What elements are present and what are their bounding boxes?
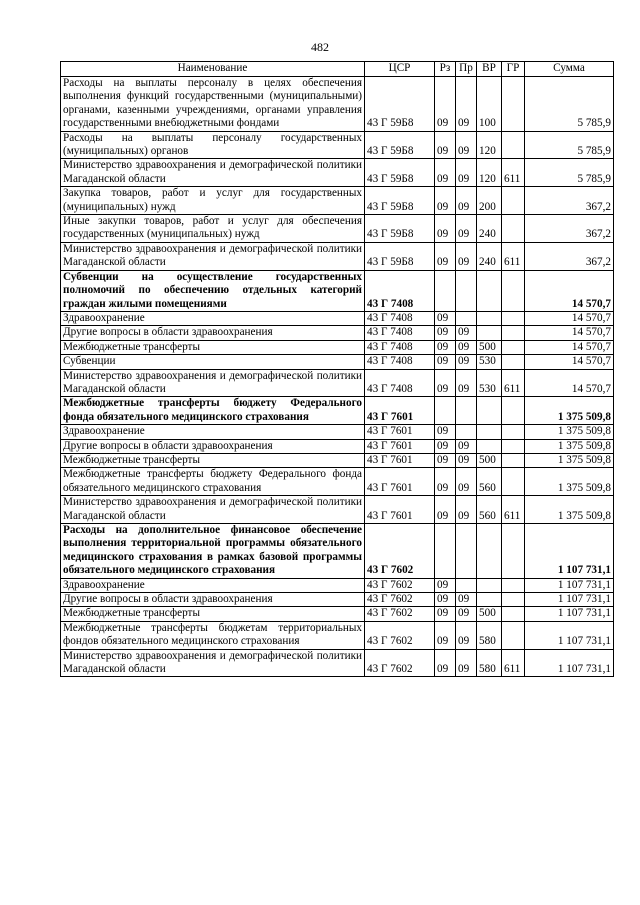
row-pr: 09 xyxy=(456,607,477,621)
row-rz: 09 xyxy=(435,355,456,369)
row-name: Министерство здравоохранения и демографической политики Магаданской области xyxy=(61,242,365,270)
row-name: Межбюджетные трансферты xyxy=(61,340,365,354)
row-name: Министерство здравоохранения и демографической политики Магаданской области xyxy=(61,496,365,524)
row-pr xyxy=(456,524,477,579)
row-vr: 560 xyxy=(477,468,502,496)
row-rz: 09 xyxy=(435,593,456,607)
row-vr xyxy=(477,578,502,592)
row-gr xyxy=(502,131,525,159)
row-csr: 43 Г 7601 xyxy=(365,453,435,467)
row-pr xyxy=(456,578,477,592)
row-name: Здравоохранение xyxy=(61,311,365,325)
row-csr: 43 Г 59Б8 xyxy=(365,242,435,270)
row-vr: 100 xyxy=(477,77,502,132)
row-gr xyxy=(502,270,525,311)
row-gr xyxy=(502,425,525,439)
row-name: Другие вопросы в области здравоохранения xyxy=(61,593,365,607)
row-name: Расходы на выплаты персоналу в целях обеспечения выполнения функций государственными (муниципальными) органами, казенными учреждениями, органами управления государственными внебюджетными фондами xyxy=(61,77,365,132)
row-vr xyxy=(477,326,502,340)
row-csr: 43 Г 59Б8 xyxy=(365,187,435,215)
budget-table xyxy=(60,61,614,677)
row-sum: 14 570,7 xyxy=(525,355,614,369)
table-row xyxy=(61,496,614,524)
row-gr xyxy=(502,311,525,325)
header-vr: ВР xyxy=(477,62,502,77)
row-pr: 09 xyxy=(456,326,477,340)
row-gr xyxy=(502,439,525,453)
row-sum: 367,2 xyxy=(525,215,614,243)
row-csr: 43 Г 59Б8 xyxy=(365,159,435,187)
row-gr xyxy=(502,468,525,496)
row-gr xyxy=(502,453,525,467)
row-rz: 09 xyxy=(435,340,456,354)
row-name: Другие вопросы в области здравоохранения xyxy=(61,439,365,453)
row-rz: 09 xyxy=(435,215,456,243)
row-pr: 09 xyxy=(456,496,477,524)
row-csr: 43 Г 7602 xyxy=(365,649,435,677)
table-row xyxy=(61,131,614,159)
row-vr xyxy=(477,439,502,453)
row-sum: 14 570,7 xyxy=(525,340,614,354)
table-row xyxy=(61,215,614,243)
row-vr xyxy=(477,593,502,607)
row-sum: 367,2 xyxy=(525,187,614,215)
row-rz: 09 xyxy=(435,369,456,397)
row-rz: 09 xyxy=(435,326,456,340)
table-row xyxy=(61,578,614,592)
row-gr xyxy=(502,607,525,621)
row-sum: 5 785,9 xyxy=(525,131,614,159)
row-vr: 500 xyxy=(477,453,502,467)
table-row xyxy=(61,242,614,270)
row-gr: 611 xyxy=(502,496,525,524)
row-name: Министерство здравоохранения и демографической политики Магаданской области xyxy=(61,649,365,677)
row-pr: 09 xyxy=(456,593,477,607)
row-vr: 200 xyxy=(477,187,502,215)
row-vr: 120 xyxy=(477,131,502,159)
header-rz: Рз xyxy=(435,62,456,77)
row-name: Министерство здравоохранения и демографической политики Магаданской области xyxy=(61,159,365,187)
row-pr: 09 xyxy=(456,453,477,467)
row-pr: 09 xyxy=(456,77,477,132)
row-sum: 1 375 509,8 xyxy=(525,468,614,496)
table-row xyxy=(61,593,614,607)
row-rz: 09 xyxy=(435,578,456,592)
table-row xyxy=(61,270,614,311)
row-name: Межбюджетные трансферты xyxy=(61,453,365,467)
row-rz xyxy=(435,397,456,425)
row-sum: 1 375 509,8 xyxy=(525,439,614,453)
row-vr xyxy=(477,524,502,579)
row-pr: 09 xyxy=(456,355,477,369)
row-rz: 09 xyxy=(435,131,456,159)
row-sum: 5 785,9 xyxy=(525,159,614,187)
header-gr: ГР xyxy=(502,62,525,77)
row-name: Расходы на дополнительное финансовое обеспечение выполнения территориальной программы обязательного медицинского страхования в рамках базовой программы обязательного медицинского страхования xyxy=(61,524,365,579)
table-row xyxy=(61,369,614,397)
row-csr: 43 Г 7601 xyxy=(365,425,435,439)
row-gr xyxy=(502,187,525,215)
row-pr: 09 xyxy=(456,131,477,159)
row-csr: 43 Г 7601 xyxy=(365,439,435,453)
row-vr: 530 xyxy=(477,369,502,397)
header-name: Наименование xyxy=(61,62,365,77)
row-csr: 43 Г 7601 xyxy=(365,496,435,524)
row-name: Другие вопросы в области здравоохранения xyxy=(61,326,365,340)
table-row xyxy=(61,311,614,325)
row-gr xyxy=(502,593,525,607)
row-rz: 09 xyxy=(435,649,456,677)
row-csr: 43 Г 7408 xyxy=(365,355,435,369)
row-sum: 1 107 731,1 xyxy=(525,578,614,592)
row-rz: 09 xyxy=(435,607,456,621)
row-pr: 09 xyxy=(456,369,477,397)
row-pr: 09 xyxy=(456,439,477,453)
row-sum: 5 785,9 xyxy=(525,77,614,132)
row-csr: 43 Г 59Б8 xyxy=(365,77,435,132)
row-csr: 43 Г 7408 xyxy=(365,340,435,354)
row-sum: 1 107 731,1 xyxy=(525,607,614,621)
row-csr: 43 Г 7408 xyxy=(365,311,435,325)
row-csr: 43 Г 59Б8 xyxy=(365,131,435,159)
row-vr: 580 xyxy=(477,621,502,649)
table-row xyxy=(61,439,614,453)
row-csr: 43 Г 7602 xyxy=(365,607,435,621)
row-rz: 09 xyxy=(435,453,456,467)
header-sum: Сумма xyxy=(525,62,614,77)
row-sum: 14 570,7 xyxy=(525,369,614,397)
row-csr: 43 Г 7602 xyxy=(365,524,435,579)
table-row xyxy=(61,326,614,340)
row-vr: 530 xyxy=(477,355,502,369)
table-row xyxy=(61,621,614,649)
row-rz: 09 xyxy=(435,159,456,187)
row-vr: 240 xyxy=(477,242,502,270)
row-gr: 611 xyxy=(502,369,525,397)
table-header-row xyxy=(61,62,614,77)
row-pr xyxy=(456,397,477,425)
row-name: Здравоохранение xyxy=(61,578,365,592)
row-name: Межбюджетные трансферты xyxy=(61,607,365,621)
row-sum: 367,2 xyxy=(525,242,614,270)
row-pr: 09 xyxy=(456,468,477,496)
table-row xyxy=(61,649,614,677)
row-gr xyxy=(502,326,525,340)
row-rz: 09 xyxy=(435,468,456,496)
row-name: Межбюджетные трансферты бюджету Федерального фонда обязательного медицинского страхования xyxy=(61,468,365,496)
table-row xyxy=(61,524,614,579)
table-row xyxy=(61,355,614,369)
row-gr xyxy=(502,77,525,132)
row-vr: 120 xyxy=(477,159,502,187)
row-name: Закупка товаров, работ и услуг для государственных (муниципальных) нужд xyxy=(61,187,365,215)
row-gr xyxy=(502,621,525,649)
row-sum: 1 107 731,1 xyxy=(525,621,614,649)
row-sum: 1 107 731,1 xyxy=(525,649,614,677)
row-rz xyxy=(435,270,456,311)
row-vr: 580 xyxy=(477,649,502,677)
row-pr: 09 xyxy=(456,621,477,649)
row-csr: 43 Г 7602 xyxy=(365,578,435,592)
row-rz: 09 xyxy=(435,425,456,439)
header-csr: ЦСР xyxy=(365,62,435,77)
row-name: Иные закупки товаров, работ и услуг для обеспечения государственных (муниципальных) нужд xyxy=(61,215,365,243)
table-row xyxy=(61,159,614,187)
row-rz: 09 xyxy=(435,77,456,132)
row-pr: 09 xyxy=(456,340,477,354)
row-pr: 09 xyxy=(456,242,477,270)
row-rz: 09 xyxy=(435,187,456,215)
table-row xyxy=(61,397,614,425)
table-row xyxy=(61,468,614,496)
row-name: Здравоохранение xyxy=(61,425,365,439)
row-vr: 560 xyxy=(477,496,502,524)
row-name: Межбюджетные трансферты бюджету Федерального фонда обязательного медицинского страхования xyxy=(61,397,365,425)
row-rz: 09 xyxy=(435,439,456,453)
row-gr xyxy=(502,524,525,579)
row-csr: 43 Г 7408 xyxy=(365,326,435,340)
row-pr xyxy=(456,425,477,439)
row-pr: 09 xyxy=(456,187,477,215)
row-pr: 09 xyxy=(456,159,477,187)
table-row xyxy=(61,187,614,215)
header-pr: Пр xyxy=(456,62,477,77)
table-row xyxy=(61,453,614,467)
row-name: Субвенции на осуществление государственных полномочий по обеспечению отдельных категорий граждан жилыми помещениями xyxy=(61,270,365,311)
row-gr xyxy=(502,215,525,243)
table-row xyxy=(61,607,614,621)
row-rz xyxy=(435,524,456,579)
row-rz: 09 xyxy=(435,621,456,649)
row-csr: 43 Г 7601 xyxy=(365,397,435,425)
row-pr: 09 xyxy=(456,215,477,243)
row-sum: 1 375 509,8 xyxy=(525,453,614,467)
row-csr: 43 Г 59Б8 xyxy=(365,215,435,243)
row-sum: 1 375 509,8 xyxy=(525,425,614,439)
row-rz: 09 xyxy=(435,496,456,524)
table-row xyxy=(61,340,614,354)
row-sum: 1 375 509,8 xyxy=(525,496,614,524)
row-rz: 09 xyxy=(435,311,456,325)
row-vr xyxy=(477,311,502,325)
table-row xyxy=(61,425,614,439)
row-csr: 43 Г 7408 xyxy=(365,270,435,311)
row-gr xyxy=(502,340,525,354)
row-rz: 09 xyxy=(435,242,456,270)
row-name: Расходы на выплаты персоналу государственных (муниципальных) органов xyxy=(61,131,365,159)
row-vr xyxy=(477,397,502,425)
row-vr: 500 xyxy=(477,340,502,354)
row-gr: 611 xyxy=(502,159,525,187)
row-sum: 14 570,7 xyxy=(525,311,614,325)
row-sum: 14 570,7 xyxy=(525,326,614,340)
row-vr xyxy=(477,270,502,311)
row-sum: 14 570,7 xyxy=(525,270,614,311)
row-name: Министерство здравоохранения и демографической политики Магаданской области xyxy=(61,369,365,397)
row-sum: 1 375 509,8 xyxy=(525,397,614,425)
row-csr: 43 Г 7602 xyxy=(365,621,435,649)
row-vr: 500 xyxy=(477,607,502,621)
row-gr xyxy=(502,397,525,425)
table-row xyxy=(61,77,614,132)
row-csr: 43 Г 7408 xyxy=(365,369,435,397)
row-vr xyxy=(477,425,502,439)
row-gr xyxy=(502,355,525,369)
row-pr xyxy=(456,270,477,311)
row-pr: 09 xyxy=(456,649,477,677)
row-csr: 43 Г 7602 xyxy=(365,593,435,607)
row-csr: 43 Г 7601 xyxy=(365,468,435,496)
row-name: Межбюджетные трансферты бюджетам территориальных фондов обязательного медицинского страхования xyxy=(61,621,365,649)
row-gr: 611 xyxy=(502,649,525,677)
row-sum: 1 107 731,1 xyxy=(525,524,614,579)
row-name: Субвенции xyxy=(61,355,365,369)
row-gr: 611 xyxy=(502,242,525,270)
row-gr xyxy=(502,578,525,592)
row-pr xyxy=(456,311,477,325)
row-sum: 1 107 731,1 xyxy=(525,593,614,607)
row-vr: 240 xyxy=(477,215,502,243)
page-number: 482 xyxy=(311,40,329,54)
